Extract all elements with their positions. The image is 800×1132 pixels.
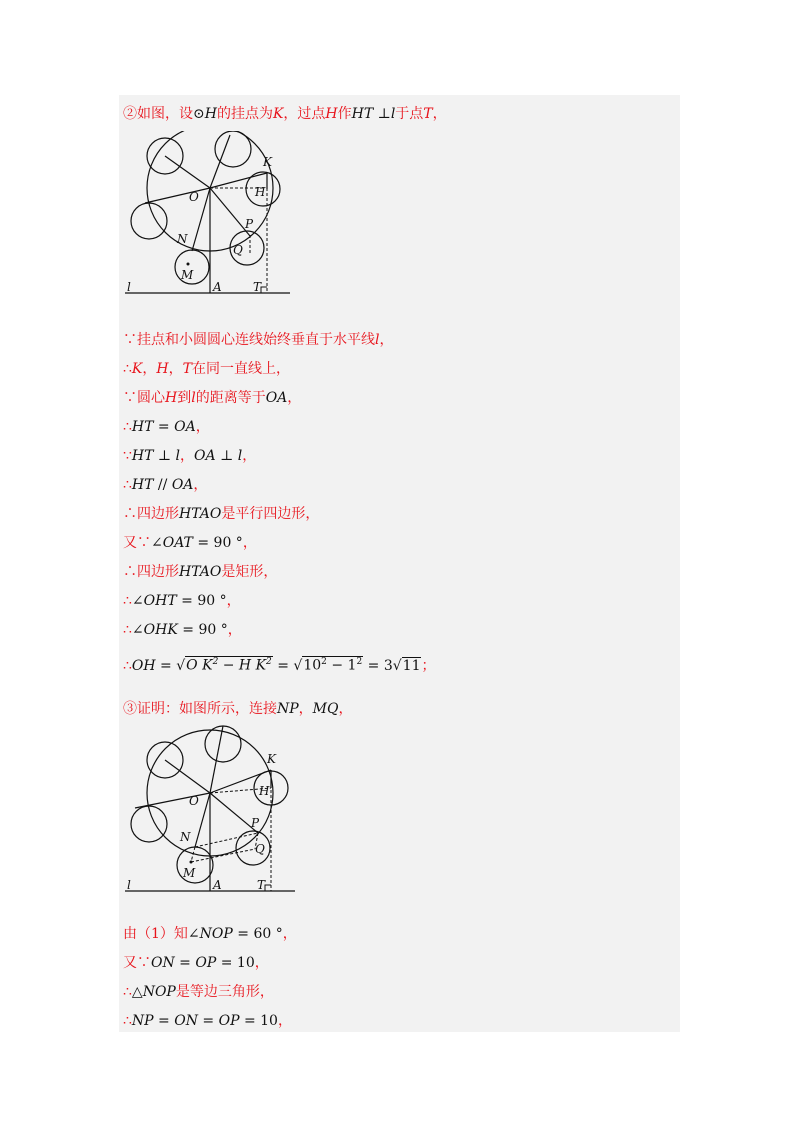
line-11 [123,590,241,610]
math-var: H [325,106,338,122]
label-M: M [181,268,194,282]
line-17 [123,981,274,1001]
label-A: A [213,280,222,294]
math-var: OA [194,448,216,464]
label-A: A [213,878,222,892]
math-var: T [182,361,192,377]
line-13 [123,655,435,675]
text: ∵挂点和小圆圆心连线始终垂直于水平线 [123,332,375,348]
number: 10 [303,658,322,674]
math-var: OP [218,1013,240,1029]
text: ∴ [123,658,132,674]
math-var: l [175,448,181,464]
math-var: OAT [162,535,193,551]
label-N: N [180,830,191,844]
math-var: OHK [143,622,178,638]
label-T: T [257,878,266,892]
text: ， [242,535,257,551]
text: 作 [337,106,352,122]
label-H: H [259,784,270,798]
math-var: OP [195,955,217,971]
line-12 [123,619,242,639]
math-op: // [153,477,172,493]
text: ， [227,622,242,638]
text: ∴ [123,622,132,638]
math-var: K [131,361,143,377]
math-var: HT [131,419,154,435]
text: ②如图，设 [123,106,193,122]
text: ， [277,1013,292,1029]
line-8 [123,503,319,523]
text: 又∵ [123,955,151,971]
line-15 [123,923,297,943]
text: ， [168,361,183,377]
exponent: 2 [212,657,219,668]
radical-symbol: √ [293,658,303,674]
document-page [119,95,680,1032]
text: ， [282,926,297,942]
text: 的挂点为 [216,106,273,122]
label-O: O [189,794,199,808]
line-1 [123,103,447,123]
angle-symbol: ∠ [131,593,144,609]
math-op: = 3 [363,658,393,674]
math-var: K [272,106,284,122]
math-var: l [191,390,196,406]
line-7 [123,474,207,494]
math-var: l [390,106,396,122]
label-P: P [251,816,260,830]
text: ∴ [123,361,132,377]
perp-symbol: ⊥ [373,106,391,122]
math-var: HTAO [179,564,222,580]
label-P: P [245,217,254,231]
math-op: = [272,658,294,674]
math-var: NOP [142,984,176,1000]
text: ， [287,390,302,406]
figure-1 [125,131,305,305]
angle-symbol: ∠ [151,535,163,551]
label-Q: Q [255,842,265,856]
math-op: = [153,419,175,435]
math-var: l [237,448,243,464]
text: 是等边三角形， [175,984,274,1000]
exponent: 2 [321,657,327,668]
math-var: NP [277,701,299,717]
text: ， [338,701,353,717]
line-9 [123,532,257,552]
math-var: HT [351,106,374,122]
text: ∴ [123,1013,132,1029]
text: ， [195,419,210,435]
text: ， [242,448,257,464]
math-op: ⊥ [153,448,176,464]
text: 于点 [395,106,424,122]
math-var: MQ [312,701,339,717]
text: 是平行四边形， [221,506,320,522]
math-var: H [204,106,217,122]
math-op: = 90 ° [192,535,243,551]
text: ∴四边形 [123,564,179,580]
text: ， [379,332,394,348]
radical-symbol: √ [176,658,186,674]
math-var: OHT [143,593,177,609]
line-6 [123,445,256,465]
math-var: H [156,361,169,377]
text: ∴ [123,593,132,609]
figure-1-svg [125,131,305,301]
radical-symbol: √ [392,658,402,674]
text: ， [193,477,208,493]
math-var: HTAO [179,506,222,522]
math-op: = 90 ° [176,593,227,609]
math-op: = [197,1013,219,1029]
math-var: OH [131,658,156,674]
text: ； [421,658,436,674]
math-var: l [375,332,380,348]
triangle-symbol: △ [131,984,143,1000]
text: ∵圆心 [123,390,165,406]
text: 由（1）知 [123,926,188,942]
radicand [185,656,273,674]
text: ， [298,701,313,717]
figure-2-svg [125,723,305,898]
label-O: O [189,190,199,204]
label-N: N [177,232,188,246]
label-K: K [263,155,272,169]
label-T: T [253,280,262,294]
text: ∴ [123,984,132,1000]
math-var: OA [265,390,288,406]
angle-symbol: ∠ [131,622,144,638]
text: ∴ [123,477,132,493]
label-H: H [255,185,266,199]
text: ③证明：如图所示，连接 [123,701,277,717]
math-var: HT [131,477,154,493]
math-op: = 10 [239,1013,278,1029]
line-14 [123,698,352,718]
angle-symbol: ∠ [187,926,200,942]
math-op: = 90 ° [177,622,228,638]
text: ， [226,593,241,609]
line-16 [123,952,269,972]
math-op: = [153,1013,175,1029]
line-10 [123,561,277,581]
math-var: NOP [199,926,233,942]
math-var: − H K [218,658,267,674]
math-op: = [155,658,177,674]
radicand [302,656,363,674]
math-var: ON [151,955,175,971]
line-4 [123,387,301,407]
exponent: 2 [266,657,272,668]
text: ， [432,106,447,122]
label-l: l [127,280,131,294]
math-op: ⊥ [215,448,238,464]
line-18 [123,1010,292,1030]
text: ∴ [123,419,132,435]
math-op: = [174,955,196,971]
label-l: l [127,878,131,892]
text: ∵ [123,448,132,464]
math-var: O K [186,658,213,674]
label-Q: Q [233,243,243,257]
figure-2 [125,723,305,902]
text: ∴四边形 [123,506,179,522]
line-2 [123,329,393,349]
line-5 [123,416,210,436]
text: ，过点 [283,106,326,122]
text: 是矩形， [221,564,278,580]
math-var: ON [174,1013,198,1029]
math-op: = 60 ° [232,926,283,942]
text: 的距离等于 [195,390,266,406]
exponent: 2 [356,657,363,668]
label-K: K [267,752,276,766]
text: ， [254,955,269,971]
text: 到 [177,390,192,406]
text: ， [142,361,157,377]
math-var: HT [131,448,154,464]
text: ， [180,448,195,464]
number: − 1 [326,658,357,674]
math-var: OA [171,477,194,493]
math-op: = 10 [216,955,255,971]
math-var: H [165,390,178,406]
text: 在同一直线上， [191,361,290,377]
math-var: NP [131,1013,154,1029]
line-3 [123,358,290,378]
radicand: 11 [402,658,421,674]
text: 又∵ [123,535,151,551]
label-M: M [183,866,196,880]
circle-symbol: ⊙ [193,106,205,122]
math-var: T [423,106,433,122]
math-var: OA [174,419,196,435]
